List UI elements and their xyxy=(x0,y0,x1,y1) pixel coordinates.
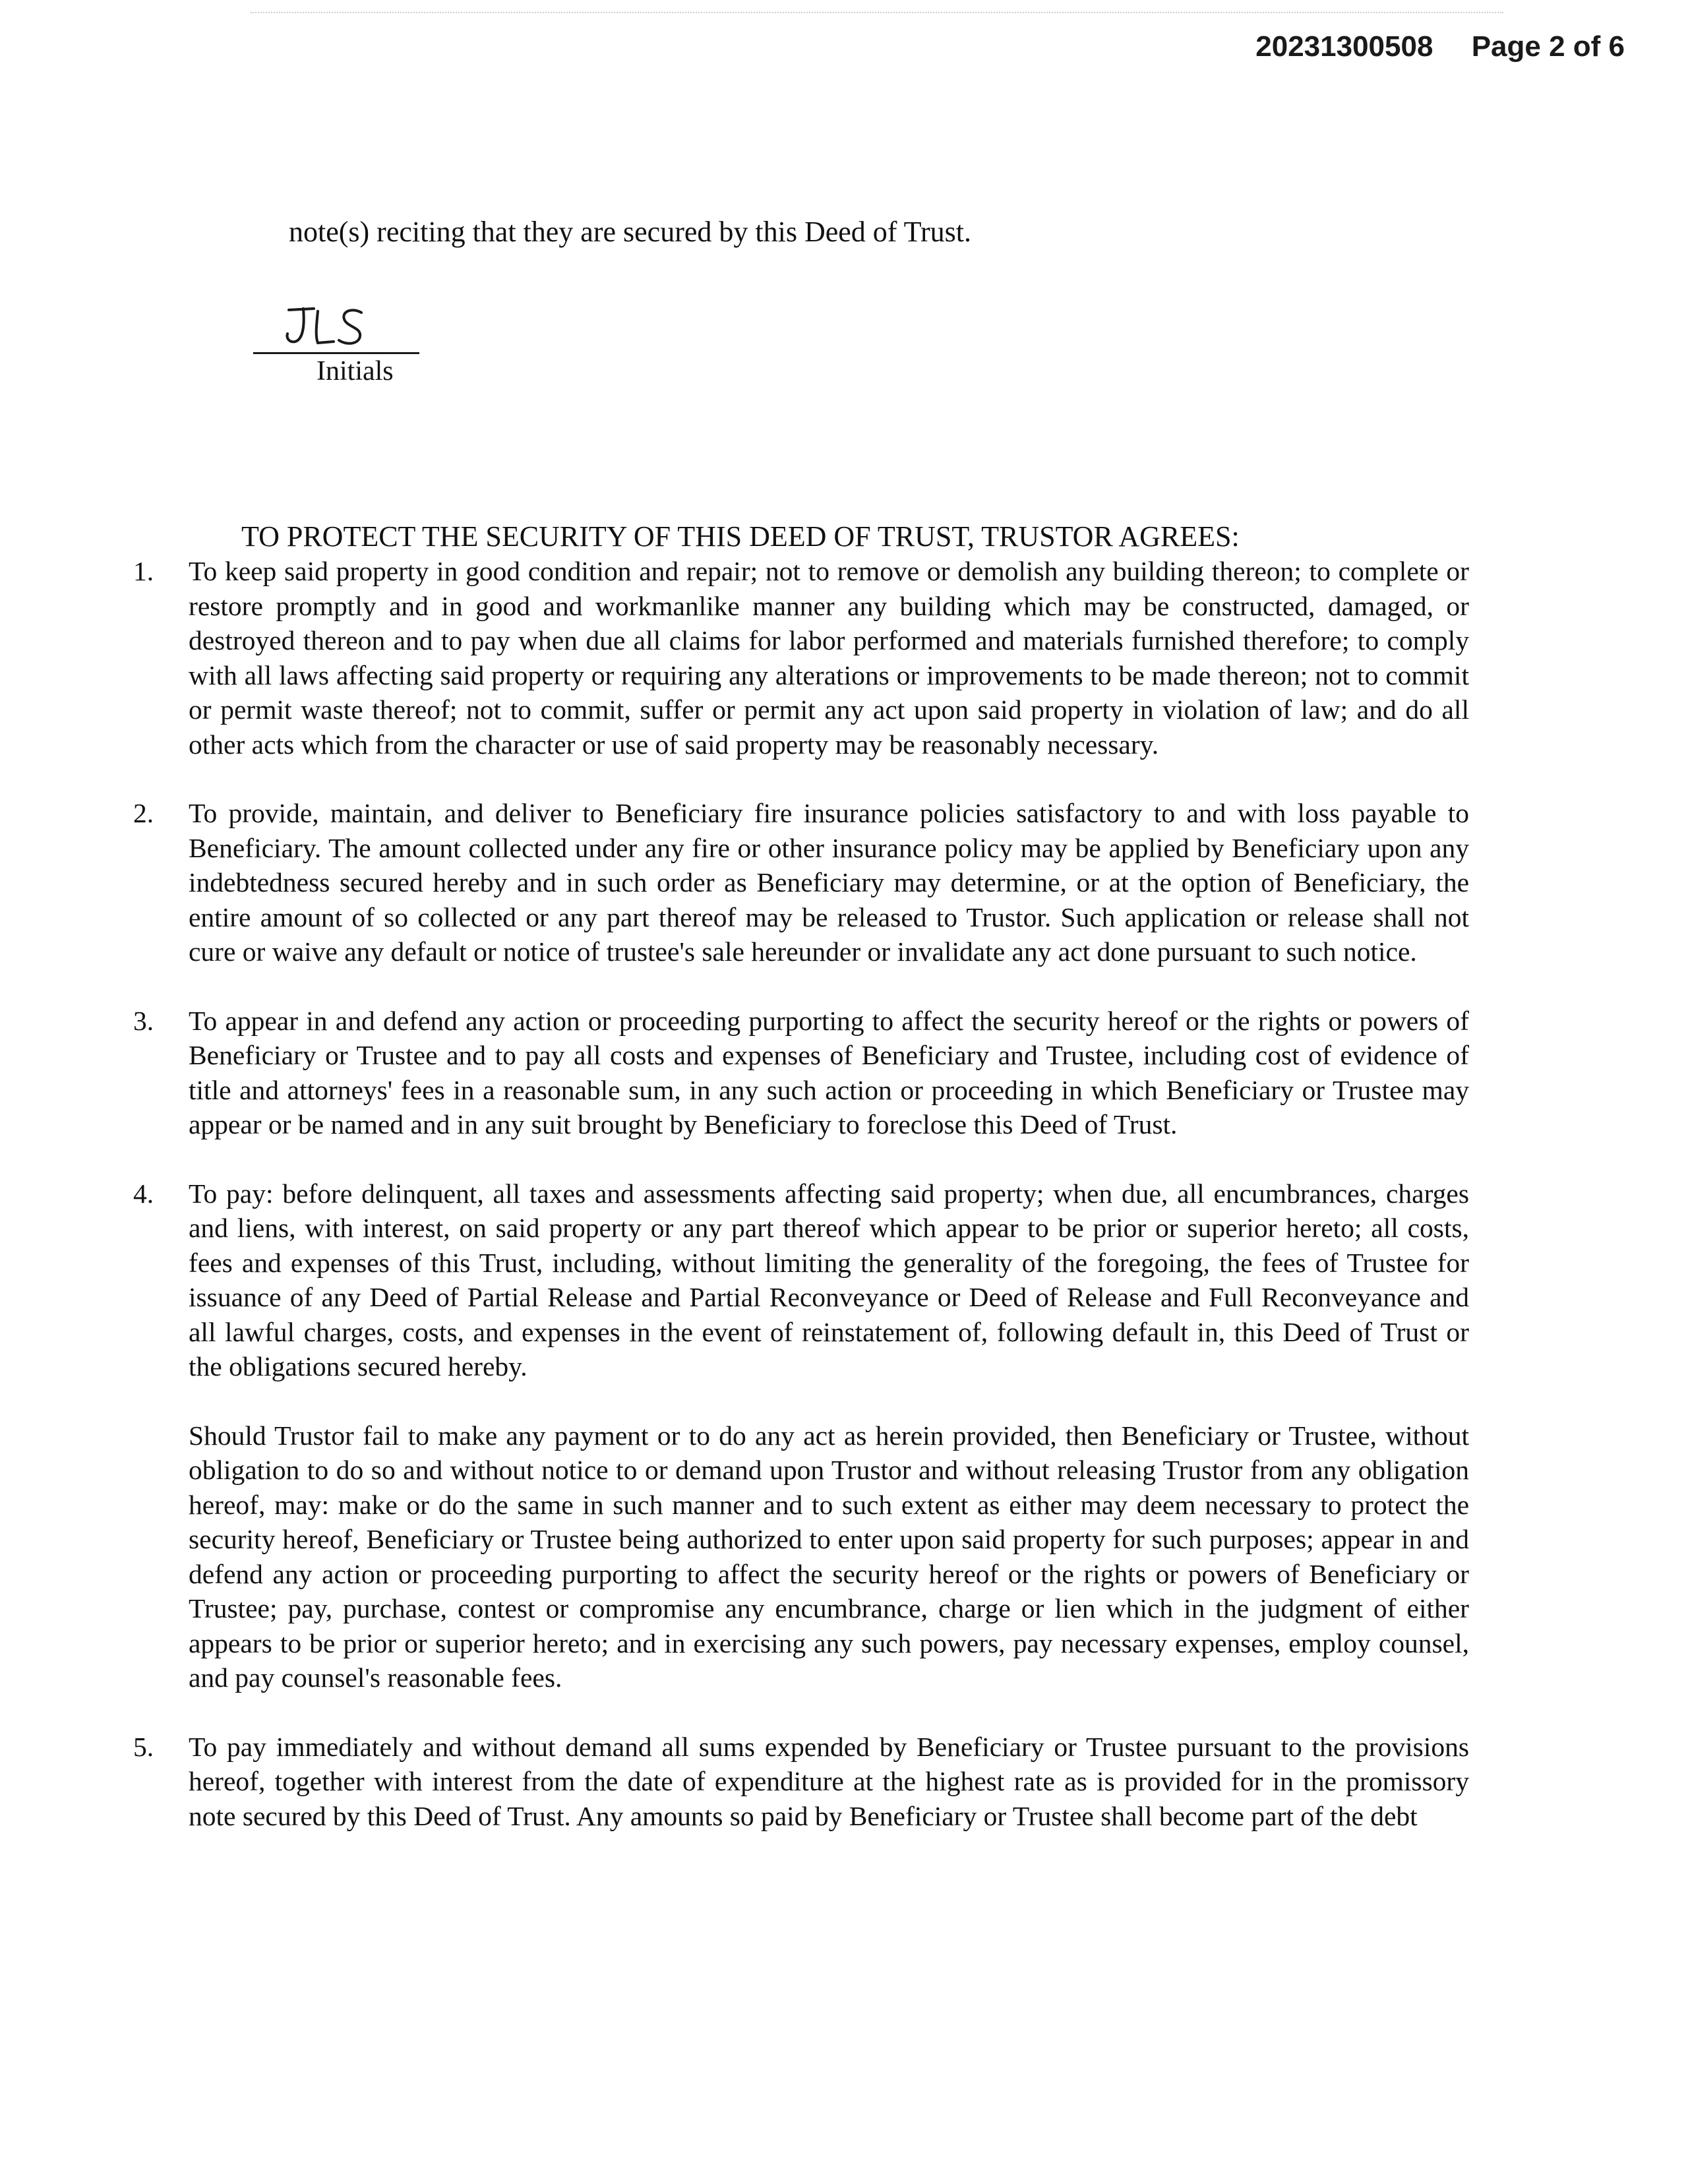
initials-signature xyxy=(284,305,369,353)
clause-text: To appear in and defend any action or proceeding purporting to affect the security hereof or the rights or powers of Beneficiary or Trustee and to pay all costs and expenses of Beneficiary and Trustee, including cost of evidence of title and attorneys' fees in a reasonable sum, in any such action or proceeding in which Beneficiary or Trustee may appear or be named and in any suit brought by Beneficiary to foreclose this Deed of Trust. xyxy=(189,1005,1469,1139)
document-number: 20231300508 xyxy=(1255,30,1433,63)
clause-number: 4. xyxy=(133,1178,154,1209)
page-header xyxy=(1255,30,1625,63)
clause-list xyxy=(133,554,1469,1867)
clause-text: To pay: before delinquent, all taxes and assessments affecting said property; when due, all encumbrances, charges and liens, with interest, on said property or any part thereof which appear to be prior or superior hereto; all costs, fees and expenses of this Trust, including, without limiting the generality of the foregoing, the fees of Trustee for issuance of any Deed of Partial Release and Partial Reconveyance or Deed of Release and Full Reconveyance and all lawful charges, costs, and expenses in the event of reinstatement of, following default in, this Deed of Trust or the obligations secured hereby. xyxy=(189,1178,1469,1381)
clause-text: Should Trustor fail to make any payment or to do any act as herein provided, then Beneficiary or Trustee, without obligation to do so and without notice to or demand upon Trustor and without releasing Trustor from any obligation hereof, may: make or do the same in such manner and to such extent as either may deem necessary to protect the security hereof, Beneficiary or Trustee being authorized to enter upon said property for such purposes; appear in and defend any action or proceeding purporting to affect the security hereof or the rights or powers of Beneficiary or Trustee; pay, purchase, contest or compromise any encumbrance, charge or lien which in the judgment of either appears to be prior or superior hereto; and in exercising any such powers, pay necessary expenses, employ counsel, and pay counsel's reasonable fees. xyxy=(189,1420,1469,1693)
clause-number: 1. xyxy=(133,556,154,586)
clause-3 xyxy=(133,1004,1469,1142)
section-heading: TO PROTECT THE SECURITY OF THIS DEED OF TRUST, TRUSTOR AGREES: xyxy=(241,520,1240,553)
continued-text: note(s) reciting that they are secured by this Deed of Trust. xyxy=(289,216,971,248)
clause-text: To provide, maintain, and deliver to Beneficiary fire insurance policies satisfactory to and with loss payable to Beneficiary. The amount collected under any fire or other insurance policy may be applied by Beneficiary upon any indebtedness secured hereby and in such order as Beneficiary may determine, or at the option of Beneficiary, the entire amount of so collected or any part thereof may be released to Trustor. Such application or release shall not cure or waive any default or notice of trustee's sale hereunder or invalidate any act done pursuant to such notice. xyxy=(189,798,1469,967)
initials-block xyxy=(253,305,419,390)
clause-1 xyxy=(133,554,1469,762)
clause-number: 2. xyxy=(133,798,154,828)
clause-number: 5. xyxy=(133,1731,154,1762)
scan-artifact-line xyxy=(251,12,1503,17)
clause-number: 3. xyxy=(133,1005,154,1036)
clause-2 xyxy=(133,796,1469,969)
clause-text: To keep said property in good condition and repair; not to remove or demolish any building thereon; to complete or restore promptly and in good and workmanlike manner any building which may be constructed, damaged, or destroyed thereon and to pay when due all claims for labor performed and materials furnished therefore; to comply with all laws affecting said property or requiring any alterations or improvements to be made thereon; not to commit or permit waste thereof; not to commit, suffer or permit any act upon said property in violation of law; and do all other acts which from the character or use of said property may be reasonably necessary. xyxy=(189,556,1469,760)
initials-label: Initials xyxy=(316,356,394,386)
page-indicator: Page 2 of 6 xyxy=(1471,30,1625,63)
clause-text: To pay immediately and without demand all sums expended by Beneficiary or Trustee pursuant to the provisions hereof, together with interest from the date of expenditure at the highest rate as is provided for in the promissory note secured by this Deed of Trust. Any amounts so paid by Beneficiary or Trustee shall become part of the debt xyxy=(189,1731,1469,1831)
clause-5 xyxy=(133,1730,1469,1834)
initials-line xyxy=(253,352,419,354)
clause-4 xyxy=(133,1176,1469,1695)
